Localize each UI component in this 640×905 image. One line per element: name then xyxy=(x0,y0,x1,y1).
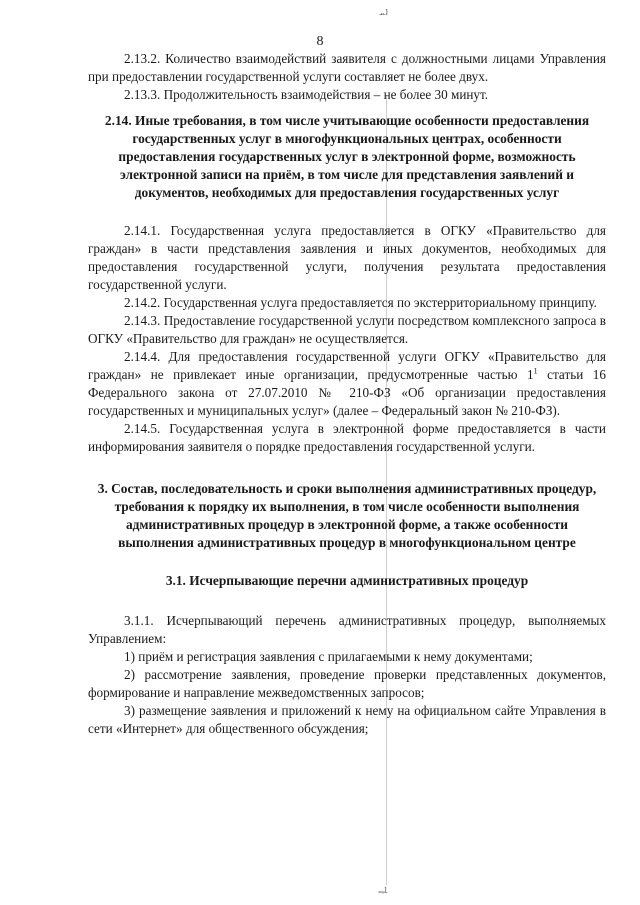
section-heading-2-14: 2.14. Иные требования, в том числе учитывающие особенности предоставления государственных услуг в многофункциональных центрах, особенности предоставления государственных услуг в электронной форме, возможность электронной записи на приём, в том числе для представления заявлений и документов, необходимых для предоставления государственных услуг xyxy=(104,113,590,200)
scan-mark-top: ᆈ xyxy=(379,10,389,21)
superscript-1: 1 xyxy=(533,366,538,376)
document-body xyxy=(88,50,606,738)
paragraph-2-13-2: 2.13.2. Количество взаимодействий заявителя с должностными лицами Управления при предоставлении государственной услуги составляет не более двух. xyxy=(88,51,606,84)
paragraph-2-14-2: 2.14.2. Государственная услуга предоставляется по экстерриториальному принципу. xyxy=(124,295,597,310)
paragraph-2-14-5: 2.14.5. Государственная услуга в электронной форме предоставляется в части информирования заявителя о порядке предоставления государственной услуги. xyxy=(88,421,606,454)
paragraph-2-14-4-rest: статьи 16 Федерального закона от 27.07.2010 № 210-ФЗ «Об организации предоставления государственных и муниципальных услуг» (далее – Федеральный закон № 210-ФЗ). xyxy=(88,367,606,418)
section-heading-3: 3. Состав, последовательность и сроки выполнения административных процедур, требования к порядку их выполнения, в том числе особенности выполнения административных процедур в электронной форме, а также особенности выполнения административных процедур в многофункциональном центре xyxy=(97,481,597,550)
scan-mark-bottom: ᆗ xyxy=(378,888,388,899)
paragraph-2-14-3: 2.14.3. Предоставление государственной услуги посредством комплексного запроса в ОГКУ «Правительство для граждан» не осуществляется. xyxy=(88,313,606,346)
paragraph-2-14-4-main: 2.14.4. Для предоставления государственной услуги ОГКУ «Правительство для граждан» не привлекает иные организации, предусмотренные частью 1 xyxy=(88,349,606,382)
list-item-3: 3) размещение заявления и приложений к нему на официальном сайте Управления в сети «Интернет» для общественного обсуждения; xyxy=(88,703,606,736)
paragraph-2-13-3: 2.13.3. Продолжительность взаимодействия – не более 30 минут. xyxy=(124,87,489,102)
paragraph-2-14-1: 2.14.1. Государственная услуга предоставляется в ОГКУ «Правительство для граждан» в части представления заявления и иных документов, необходимых для предоставления государственной услуги, получения результата предоставления государственной услуги. xyxy=(88,223,606,292)
page-number: 8 xyxy=(316,34,324,49)
list-item-2: 2) рассмотрение заявления, проведение проверки представленных документов, формирование и направление межведомственных запросов; xyxy=(88,667,606,700)
paragraph-3-1-1: 3.1.1. Исчерпывающий перечень административных процедур, выполняемых Управлением: xyxy=(88,613,606,646)
section-heading-3-1: 3.1. Исчерпывающие перечни административных процедур xyxy=(165,573,529,588)
paragraph-2-14-4 xyxy=(88,348,606,420)
list-item-1: 1) приём и регистрация заявления с прилагаемыми к нему документами; xyxy=(124,649,533,664)
